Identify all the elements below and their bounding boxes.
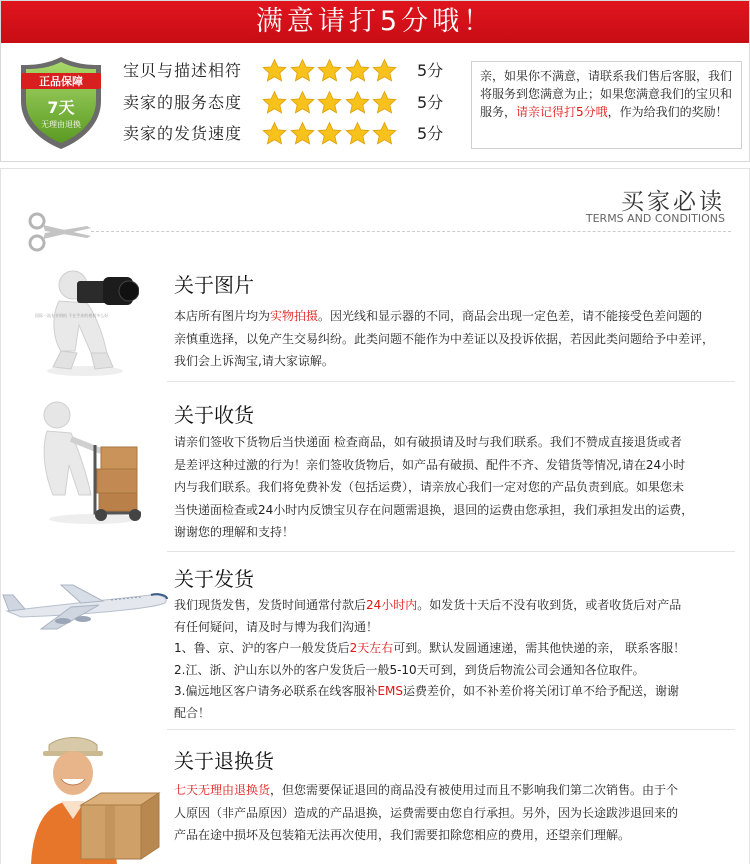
note-highlight: 请亲记得打5分哦 xyxy=(516,105,608,119)
rating-row-description xyxy=(123,57,463,85)
section-body: 七天无理由退换货，但您需要保证退回的商品没有被使用过而且不影响我们第二次销售。由于个 人原因（非产品原因）造成的产品退换，运费需要由您自行承担。另外，因为长途跋涉退回来的 产品在途中损坏及包装箱无法再次使用，我们需要扣除您相应的费用，还望亲们理解。 xyxy=(174,783,679,842)
rating-note xyxy=(471,61,742,149)
section-title: 关于退换货 xyxy=(174,749,274,773)
rating-score: 5分 xyxy=(417,93,444,112)
star-icon xyxy=(371,121,398,147)
section-title: 关于图片 xyxy=(174,273,254,297)
section-body: 请亲们签收下货物后当快递面 检查商品，如有破损请及时与我们联系。我们不赞成直接退货或者 是差评这种过激的行为！亲们签收货物后，如产品有破损、配件不齐、发错货等情况,请在24小时 内与我们联系。我们将免费补发（包括运费），请亲放心我们一定对您的产品负责到底。如果您未 当快递面检查或24小时内反馈宝贝存在问题需退换，退回的运费由您承担，我们承担发出的运费， 谢谢您的理解和支持！ xyxy=(174,435,694,539)
star-icon xyxy=(261,90,288,116)
cut-line xyxy=(91,231,731,232)
star-icon xyxy=(371,90,398,116)
buyer-notice-panel xyxy=(0,168,750,864)
section-receipt xyxy=(1,381,749,551)
section-shipping xyxy=(1,551,749,727)
star-icon xyxy=(344,121,371,147)
section-returns xyxy=(1,729,749,864)
section-title: 关于发货 xyxy=(174,567,254,591)
section-title: 关于收货 xyxy=(174,403,254,427)
badge-top-text: 正品保障 xyxy=(39,75,83,88)
note-text: ，作为给我们的奖励！ xyxy=(607,105,728,119)
banner-title: 满意请打5分哦！ xyxy=(255,6,495,37)
rating-label: 卖家的服务态度 xyxy=(123,93,243,112)
rating-label: 卖家的发货速度 xyxy=(123,124,243,143)
guarantee-shield-icon xyxy=(17,53,105,151)
airplane-icon xyxy=(1,573,171,635)
section-photos xyxy=(1,241,749,381)
rating-score: 5分 xyxy=(417,124,444,143)
rating-panel xyxy=(0,0,750,162)
star-icon xyxy=(316,121,343,147)
section-body: 我们现货发售，发货时间通常付款后24小时内。如发货十天后不没有收到货，或者收货后对产品 有任何疑问，请及时与博为我们沟通！ 1、鲁、京、沪的客户一般发货后2天左右可到。默认发圆通速递，需其他快递的亲， 联系客服！ 2.江、浙、沪山东以外的客户发货后一般5-10天可到，到货后物流公司会通知各位取件。 3.偏远地区客户请务必联系在线客服补EMS运费差价，如不补差价将关闭订单不给予配送，谢谢 配合！ xyxy=(174,598,686,720)
badge-bottom-text: 无理由退换 xyxy=(41,120,81,129)
section-body: 本店所有图片均为实物拍摄。因光线和显示器的不同，商品会出现一定色差，请不能接受色差问题的 亲慎重选择，以免产生交易纠纷。此类问题不能作为中差证以及投诉依据，若因此类问题给予中差评， 我们会上诉淘宝,请大家谅解。 xyxy=(174,309,715,368)
star-icon xyxy=(289,58,316,84)
star-icon xyxy=(289,121,316,147)
star-icon xyxy=(344,90,371,116)
courier-with-box-icon xyxy=(21,735,161,864)
star-icon xyxy=(316,90,343,116)
star-icon xyxy=(344,58,371,84)
star-icon xyxy=(289,90,316,116)
badge-mid-text: 7天 xyxy=(47,98,75,117)
camera-figure-icon xyxy=(31,261,139,377)
rating-row-service xyxy=(123,89,463,117)
notice-title: 买家必读 xyxy=(621,189,725,215)
star-icon xyxy=(316,58,343,84)
star-icon xyxy=(261,58,288,84)
delivery-figure-icon xyxy=(31,395,151,525)
rating-label: 宝贝与描述相符 xyxy=(123,61,243,80)
star-icon xyxy=(261,121,288,147)
title-banner xyxy=(1,1,749,43)
rating-score: 5分 xyxy=(417,61,444,80)
notice-subtitle: TERMS AND CONDITIONS xyxy=(585,212,725,225)
note-text: 亲，如果你不满意，请联系我们售后客服，我们将服务到您满意为止；如果您满意我们的宝贝和服务， xyxy=(480,69,733,119)
camera-note: 国际一流专业相机 不在乎你的相机多么好 xyxy=(35,313,109,318)
rating-row-shipping xyxy=(123,120,463,148)
star-icon xyxy=(371,58,398,84)
